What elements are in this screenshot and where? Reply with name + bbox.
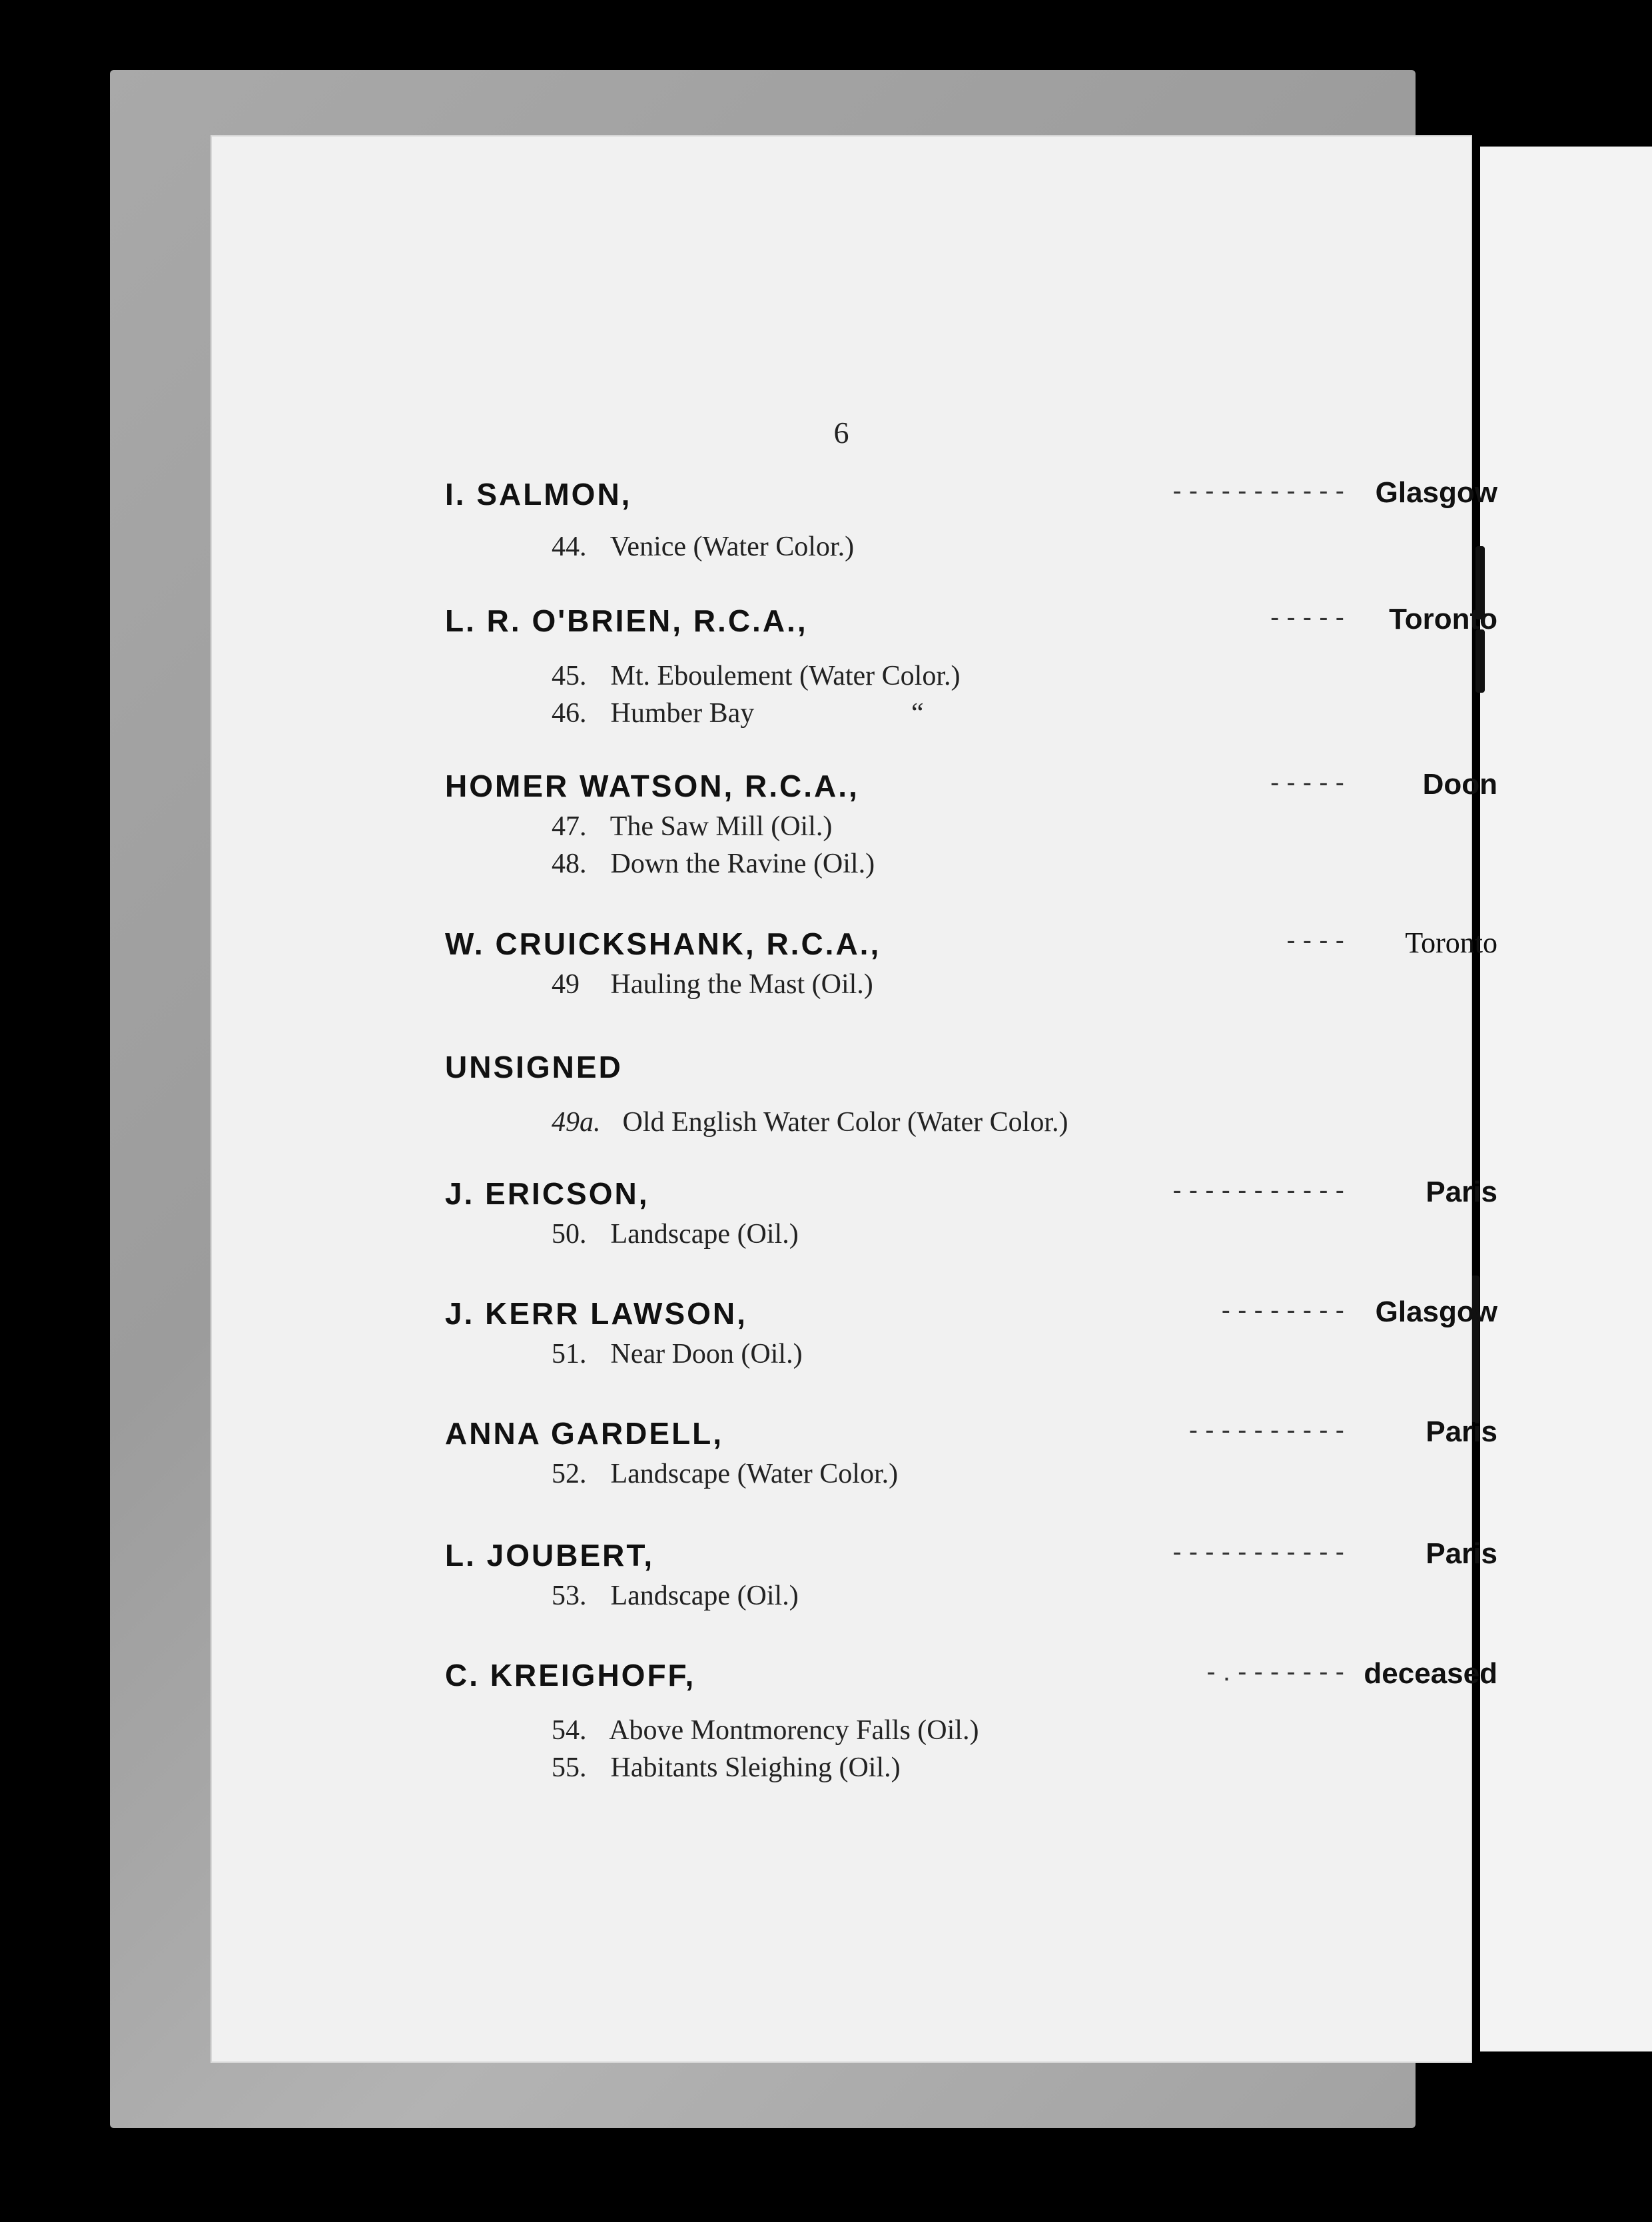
- work-item: [552, 808, 1497, 845]
- work-title: Mt. Eboulement (Water Color.): [610, 661, 961, 691]
- artist-name: UNSIGNED: [445, 1050, 623, 1084]
- artist-name: C. KREIGHOFF,: [445, 1658, 696, 1692]
- work-item: [552, 1216, 1497, 1253]
- work-number: 47.: [552, 811, 587, 842]
- dot-leader: - - - - -: [1270, 768, 1344, 797]
- work-title: Landscape (Oil.): [610, 1219, 799, 1250]
- work-item: [552, 1455, 1497, 1493]
- work-number: 54.: [552, 1715, 587, 1746]
- entry-watson: [445, 768, 1497, 883]
- dot-leader: - - - - - - - - - - -: [1172, 1537, 1344, 1567]
- artist-city: Doon: [1422, 768, 1497, 801]
- artist-name: J. KERR LAWSON,: [445, 1296, 747, 1331]
- artist-row: [445, 926, 1497, 966]
- entry-lawson: [445, 1296, 1497, 1373]
- work-number: 48.: [552, 849, 587, 879]
- work-number: 49: [552, 969, 580, 1000]
- facing-page: [1480, 147, 1652, 2051]
- ditto-mark: “: [911, 698, 924, 729]
- work-item: [552, 966, 1497, 1003]
- entry-obrien: [445, 603, 1497, 732]
- work-item: [552, 1577, 1497, 1615]
- work-title: Near Doon (Oil.): [610, 1339, 803, 1369]
- artist-city: Glasgow: [1375, 1296, 1497, 1328]
- work-number: 49a.: [552, 1107, 601, 1138]
- artist-name: I. SALMON,: [445, 477, 632, 512]
- artist-name: W. CRUICKSHANK, R.C.A.,: [445, 926, 881, 961]
- artist-city: deceased: [1364, 1657, 1497, 1690]
- work-title: The Saw Mill (Oil.): [610, 811, 833, 842]
- dot-leader: - - - - - - - -: [1221, 1296, 1344, 1325]
- artist-city: Paris: [1426, 1537, 1497, 1570]
- dot-leader: - - - -: [1286, 926, 1344, 955]
- artist-row: [445, 603, 1497, 643]
- entry-kreighoff: [445, 1657, 1497, 1786]
- artist-city: Glasgow: [1375, 476, 1497, 509]
- artist-name: ANNA GARDELL,: [445, 1416, 724, 1451]
- artist-name: L. JOUBERT,: [445, 1538, 655, 1573]
- dot-leader: - - - - - - - - - - -: [1172, 476, 1344, 506]
- entry-joubert: [445, 1537, 1497, 1615]
- artist-row: [445, 768, 1497, 808]
- artist-row: [445, 1296, 1497, 1335]
- work-number: 46.: [552, 698, 587, 729]
- artist-row: [445, 1657, 1497, 1697]
- work-number: 44.: [552, 532, 587, 562]
- dot-leader: - . - - - - - - -: [1206, 1657, 1344, 1686]
- work-title: Habitants Sleighing (Oil.): [610, 1752, 901, 1783]
- work-title: Humber Bay: [610, 698, 755, 729]
- work-item: [552, 657, 1497, 695]
- artist-city: Paris: [1426, 1176, 1497, 1208]
- work-number: 55.: [552, 1752, 587, 1783]
- work-title: Down the Ravine (Oil.): [610, 849, 875, 879]
- artist-name: HOMER WATSON, R.C.A.,: [445, 769, 859, 803]
- work-item: [552, 1335, 1497, 1373]
- work-title: Venice (Water Color.): [610, 532, 855, 562]
- artist-row: [445, 1537, 1497, 1577]
- artist-city: Toronto: [1389, 603, 1497, 635]
- artist-row: [445, 1415, 1497, 1455]
- work-number: 50.: [552, 1219, 587, 1250]
- work-item: [552, 1104, 1497, 1141]
- artist-row: [445, 1049, 1497, 1089]
- artist-row: [445, 1176, 1497, 1216]
- entry-unsigned: [445, 1049, 1497, 1141]
- artist-name: J. ERICSON,: [445, 1176, 649, 1211]
- dot-leader: - - - - - - - - - - -: [1172, 1176, 1344, 1205]
- work-title: Old English Water Color (Water Color.): [622, 1107, 1068, 1138]
- artist-city: Toronto: [1405, 926, 1497, 959]
- entry-salmon: [445, 476, 1497, 565]
- page-number: 6: [833, 416, 849, 450]
- entry-gardell: [445, 1415, 1497, 1493]
- work-title: Hauling the Mast (Oil.): [610, 969, 873, 1000]
- dot-leader: - - - - - - - - - -: [1188, 1415, 1344, 1445]
- catalogue-page: [212, 137, 1497, 2061]
- work-title: Landscape (Water Color.): [610, 1459, 899, 1489]
- artist-city: Paris: [1426, 1415, 1497, 1448]
- dot-leader: - - - - -: [1270, 603, 1344, 632]
- work-item: [552, 695, 1497, 732]
- work-number: 51.: [552, 1339, 587, 1369]
- work-title: Above Montmorency Falls (Oil.): [609, 1715, 979, 1746]
- work-title: Landscape (Oil.): [610, 1581, 799, 1611]
- artist-row: [445, 476, 1497, 516]
- work-item: [552, 1712, 1497, 1749]
- entry-cruickshank: [445, 926, 1497, 1003]
- work-number: 52.: [552, 1459, 587, 1489]
- work-number: 53.: [552, 1581, 587, 1611]
- work-number: 45.: [552, 661, 587, 691]
- work-item: [552, 1749, 1497, 1786]
- artist-name: L. R. O'BRIEN, R.C.A.,: [445, 603, 808, 638]
- work-item: [552, 845, 1497, 883]
- work-item: [552, 528, 1497, 565]
- entry-ericson: [445, 1176, 1497, 1253]
